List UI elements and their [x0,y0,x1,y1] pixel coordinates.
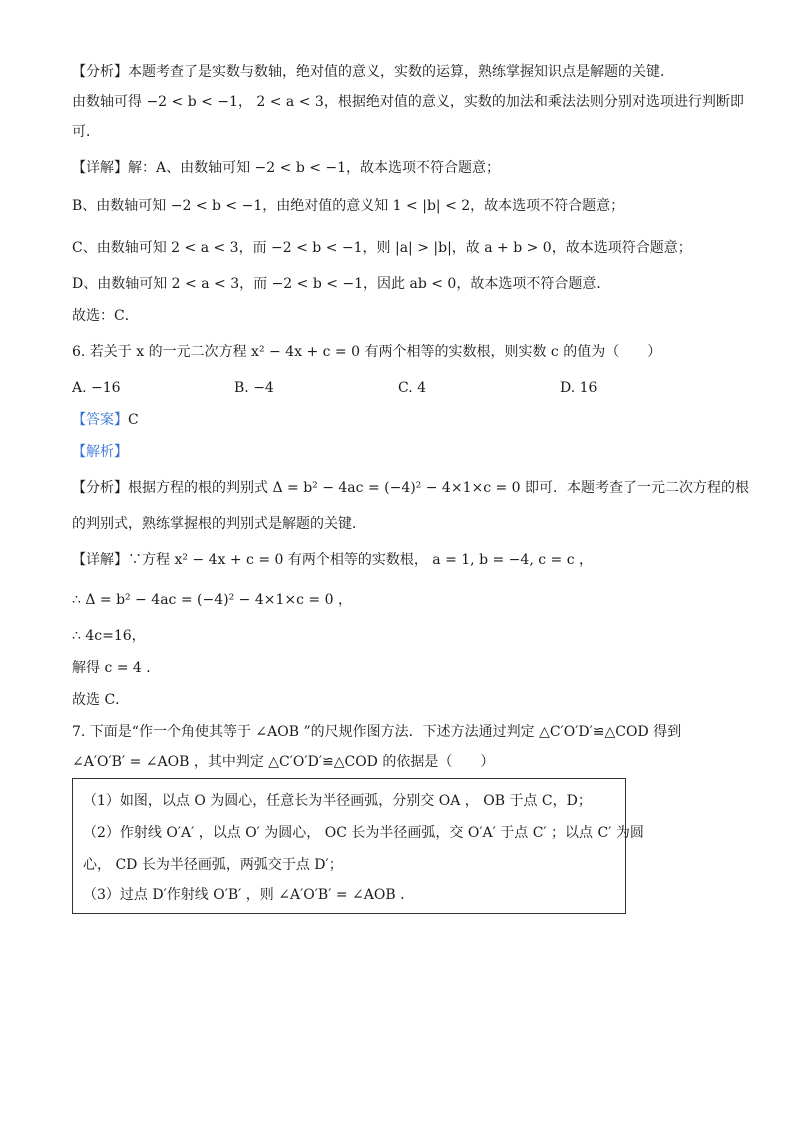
q5-analysis-line3: 可． [72,124,100,140]
q5-detail-b: B、由数轴可知 −2 < b < −1，由绝对值的意义知 1 < |b| < 2，故本选项不符合题意； [72,198,625,214]
q5-analysis: 【分析】本题考查了是实数与数轴，绝对值的意义，实数的运算，熟练掌握知识点是解题的关键． [72,64,674,80]
q6-detail-4: 解得 c = 4 ． [72,660,161,676]
construction-steps-box [72,778,644,914]
q6-option-a: A. −16 [72,380,121,396]
q6-option-d: D. 16 [560,380,598,396]
q6-answer [72,410,139,430]
q7-stem-line1: 7. 下面是“作一个角使其等于 ∠AOB ”的尺规作图方法．下述方法通过判定 △C′O′D′≌△COD 得到 [72,724,682,740]
answer-tag: 【答案】 [72,412,128,428]
q6-choose: 故选 C． [72,692,130,708]
q5-detail-d: D、由数轴可知 2 < a < 3，而 −2 < b < −1，因此 ab < 0，故本选项不符合题意． [72,276,611,292]
q5-choose: 故选：C． [72,308,139,324]
q6-option-c: C. 4 [398,380,427,396]
step-3: （3）过点 D′作射线 O′B′ ，则 ∠A′O′B′ = ∠AOB ． [83,887,415,903]
q6-options [72,378,732,398]
q6-option-b: B. −4 [234,380,274,396]
step-1: （1）如图，以点 O 为圆心，任意长为半径画弧，分别交 OA ， OB 于点 C，D； [83,793,592,809]
q6-detail-1: 【详解】∵方程 x² − 4x + c = 0 有两个相等的实数根， a = 1, b = −4, c = c ， [72,552,593,568]
q5-detail-c: C、由数轴可知 2 < a < 3，而 −2 < b < −1，则 |a| > |b|，故 a + b > 0，故本选项符合题意； [72,240,692,256]
q5-analysis-line2: 由数轴可得 −2 < b < −1， 2 < a < 3，根据绝对值的意义，实数的加法和乘法法则分别对选项进行判断即 [72,94,744,110]
step-2: （2）作射线 O′A′ ，以点 O′ 为圆心， OC 长为半径画弧，交 O′A′ 于点 C′ ；以点 C′ 为圆 [83,825,644,841]
answer-value: C [128,412,139,428]
q6-stem: 6. 若关于 x 的一元二次方程 x² − 4x + c = 0 有两个相等的实数根，则实数 c 的值为（ ） [72,344,662,360]
step-2-cont: 心， CD 长为半径画弧，两弧交于点 D′； [83,857,343,873]
q6-detail-3: ∴ 4c=16， [72,628,146,644]
q6-analysis-line2: 的判别式，熟练掌握根的判别式是解题的关键． [72,516,366,532]
q6-analysis: 【分析】根据方程的根的判别式 Δ = b² − 4ac = (−4)² − 4×1×c = 0 即可．本题考查了一元二次方程的根 [72,480,750,496]
q6-explain-tag: 【解析】 [72,444,128,460]
q7-stem-line2: ∠A′O′B′ = ∠AOB ，其中判定 △C′O′D′≌△COD 的依据是（ ） [72,754,495,770]
q6-detail-2: ∴ Δ = b² − 4ac = (−4)² − 4×1×c = 0 ， [72,592,352,608]
q5-detail-a: 【详解】解：A、由数轴可知 −2 < b < −1，故本选项不符合题意； [72,160,501,176]
